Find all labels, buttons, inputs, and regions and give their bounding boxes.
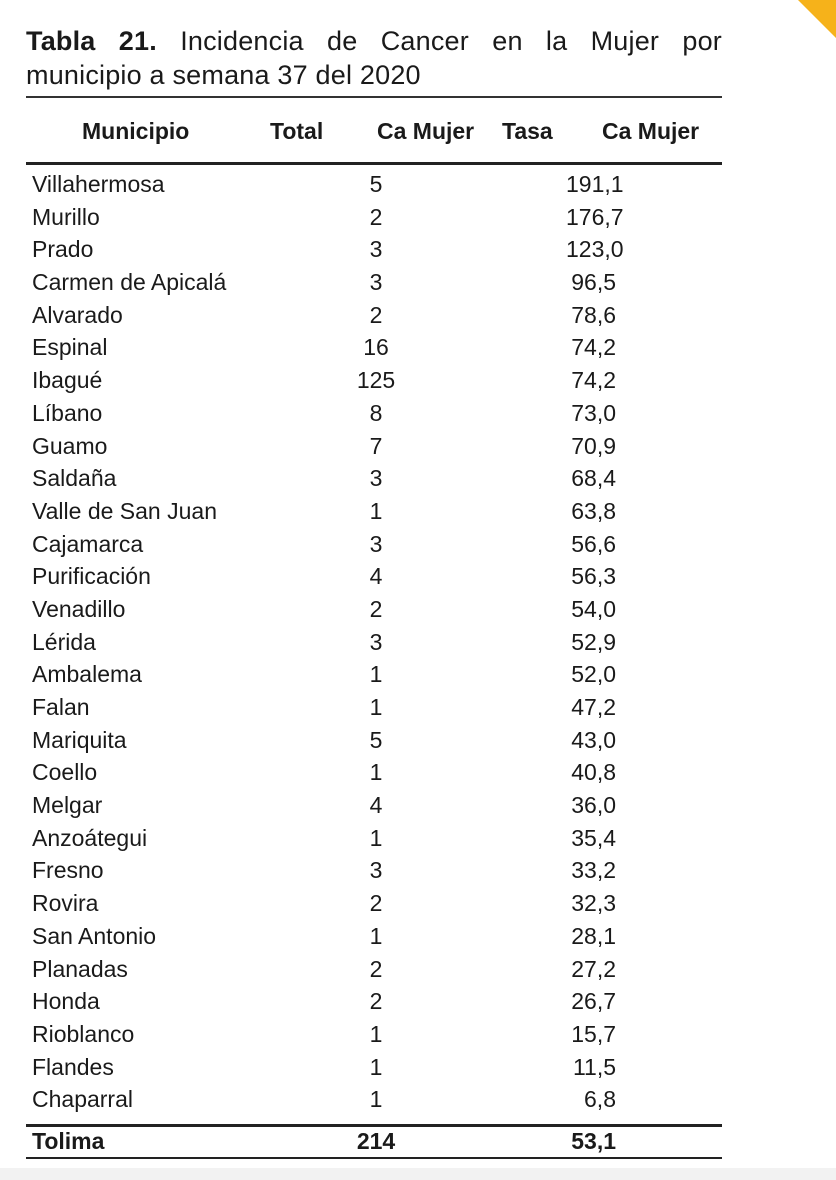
row-municipio: Planadas [32, 955, 128, 982]
header-municipio: Municipio [82, 118, 190, 144]
row-tasa: 27,2 [571, 955, 616, 982]
row-total: 4 [369, 792, 383, 819]
row-municipio: Líbano [32, 399, 103, 426]
table-row [26, 397, 722, 430]
page-bottom-edge [0, 1168, 836, 1180]
row-municipio: Honda [32, 988, 100, 1015]
row-municipio: Carmen de Apicalá [32, 269, 227, 296]
row-total: 5 [369, 171, 383, 197]
row-tasa: 15,7 [571, 1020, 616, 1047]
row-tasa: 35,4 [571, 824, 616, 851]
row-tasa: 74,2 [571, 367, 616, 394]
row-total: 16 [363, 334, 389, 361]
table-row [26, 626, 722, 659]
row-municipio: Venadillo [32, 595, 126, 622]
row-total: 5 [369, 726, 383, 753]
row-total: 2 [369, 988, 383, 1015]
row-tasa: 11,5 [572, 1053, 616, 1080]
row-municipio: Lérida [32, 628, 96, 655]
table-row [26, 266, 722, 299]
row-municipio: Flandes [32, 1053, 114, 1080]
row-total: 1 [369, 1020, 383, 1047]
row-municipio: Valle de San Juan [32, 497, 217, 524]
row-municipio: Alvarado [32, 301, 123, 328]
row-municipio: Ibagué [32, 367, 103, 394]
row-municipio: San Antonio [32, 922, 157, 949]
row-municipio: Guamo [32, 432, 108, 459]
row-tasa: 123,0 [566, 236, 624, 263]
row-tasa: 43,0 [571, 726, 616, 753]
caption-title-line1: Incidencia de Cancer en la Mujer por [180, 26, 722, 56]
row-total: 1 [369, 661, 383, 688]
table-row [26, 1083, 722, 1116]
table-row [26, 887, 722, 920]
row-tasa: 74,2 [571, 334, 616, 361]
row-tasa: 32,3 [571, 890, 616, 917]
row-municipio: Murillo [32, 203, 100, 230]
row-municipio: Ambalema [32, 661, 142, 688]
table-row [26, 430, 722, 463]
row-total: 2 [369, 955, 383, 982]
table-body [26, 168, 722, 1116]
row-tasa: 52,0 [571, 661, 616, 688]
caption-divider [26, 96, 722, 98]
caption-label: Tabla 21. [26, 26, 157, 56]
row-municipio: Fresno [32, 857, 104, 884]
row-total: 1 [369, 1086, 383, 1113]
table-row [26, 168, 722, 201]
row-total: 8 [369, 399, 383, 426]
table-caption [26, 24, 722, 92]
row-municipio: Anzoátegui [32, 824, 148, 851]
row-total: 1 [369, 922, 383, 949]
table-row [26, 724, 722, 757]
bottom-divider [26, 1157, 722, 1159]
row-municipio: Prado [32, 236, 94, 263]
total-row-tasa: 53,1 [571, 1128, 616, 1154]
table-row [26, 331, 722, 364]
table-row [26, 560, 722, 593]
row-total: 7 [369, 432, 383, 459]
row-municipio: Villahermosa [32, 171, 165, 197]
row-total: 1 [369, 824, 383, 851]
row-total: 2 [369, 203, 383, 230]
header-ca-mujer-1: Ca Mujer [377, 118, 475, 144]
row-tasa: 52,9 [571, 628, 616, 655]
row-total: 3 [369, 628, 383, 655]
row-total: 1 [369, 497, 383, 524]
table-row [26, 1051, 722, 1084]
row-municipio: Falan [32, 694, 90, 720]
row-total: 3 [369, 530, 383, 557]
row-municipio: Coello [32, 759, 98, 786]
header-total: Total [270, 118, 324, 144]
table-row [26, 953, 722, 986]
header-divider [26, 162, 722, 165]
row-tasa: 56,6 [571, 530, 616, 557]
table-row [26, 789, 722, 822]
table-row [26, 233, 722, 266]
table-row [26, 593, 722, 626]
table-row [26, 854, 722, 887]
row-tasa: 47,2 [571, 694, 616, 720]
row-tasa: 176,7 [566, 203, 624, 230]
header-ca-mujer-2: Ca Mujer [602, 118, 700, 144]
row-tasa: 63,8 [571, 497, 616, 524]
row-municipio: Purificación [32, 563, 151, 590]
table-row [26, 495, 722, 528]
row-municipio: Rovira [32, 890, 99, 917]
table-row [26, 462, 722, 495]
row-total: 3 [369, 857, 383, 884]
caption-title-line2: municipio a semana 37 del 2020 [26, 60, 421, 90]
row-tasa: 26,7 [571, 988, 616, 1015]
row-tasa: 28,1 [571, 922, 616, 949]
row-municipio: Rioblanco [32, 1020, 135, 1047]
table-row [26, 1018, 722, 1051]
row-total: 125 [356, 367, 396, 394]
total-row [26, 1126, 722, 1156]
row-tasa: 73,0 [571, 399, 616, 426]
row-total: 3 [369, 269, 383, 296]
row-total: 2 [369, 890, 383, 917]
header-tasa: Tasa [502, 118, 553, 144]
table-row [26, 822, 722, 855]
table-row [26, 985, 722, 1018]
row-total: 1 [369, 1053, 383, 1080]
row-tasa: 36,0 [571, 792, 616, 819]
total-row-municipio: Tolima [32, 1128, 105, 1154]
row-municipio: Espinal [32, 334, 108, 361]
table-row [26, 299, 722, 332]
row-total: 2 [369, 301, 383, 328]
row-municipio: Melgar [32, 792, 103, 819]
row-tasa: 70,9 [571, 432, 616, 459]
table-row [26, 364, 722, 397]
row-municipio: Mariquita [32, 726, 127, 753]
row-tasa: 68,4 [571, 465, 616, 492]
row-total: 1 [369, 694, 383, 720]
table-row [26, 691, 722, 724]
table-header [26, 114, 722, 150]
row-tasa: 6,8 [584, 1086, 616, 1113]
row-tasa: 40,8 [571, 759, 616, 786]
row-tasa: 78,6 [571, 301, 616, 328]
row-total: 3 [369, 236, 383, 263]
row-tasa: 56,3 [571, 563, 616, 590]
row-total: 2 [369, 595, 383, 622]
row-tasa: 96,5 [571, 269, 616, 296]
row-total: 3 [369, 465, 383, 492]
row-total: 4 [369, 563, 383, 590]
table-row [26, 658, 722, 691]
row-tasa: 33,2 [571, 857, 616, 884]
total-row-total: 214 [356, 1128, 396, 1154]
table-row [26, 528, 722, 561]
row-tasa: 191,1 [566, 171, 624, 197]
row-municipio: Saldaña [32, 465, 117, 492]
table-row [26, 756, 722, 789]
row-tasa: 54,0 [571, 595, 616, 622]
row-total: 1 [369, 759, 383, 786]
row-municipio: Cajamarca [32, 530, 144, 557]
row-municipio: Chaparral [32, 1086, 133, 1113]
corner-accent-shape [798, 0, 836, 38]
table-row [26, 201, 722, 234]
table-row [26, 920, 722, 953]
